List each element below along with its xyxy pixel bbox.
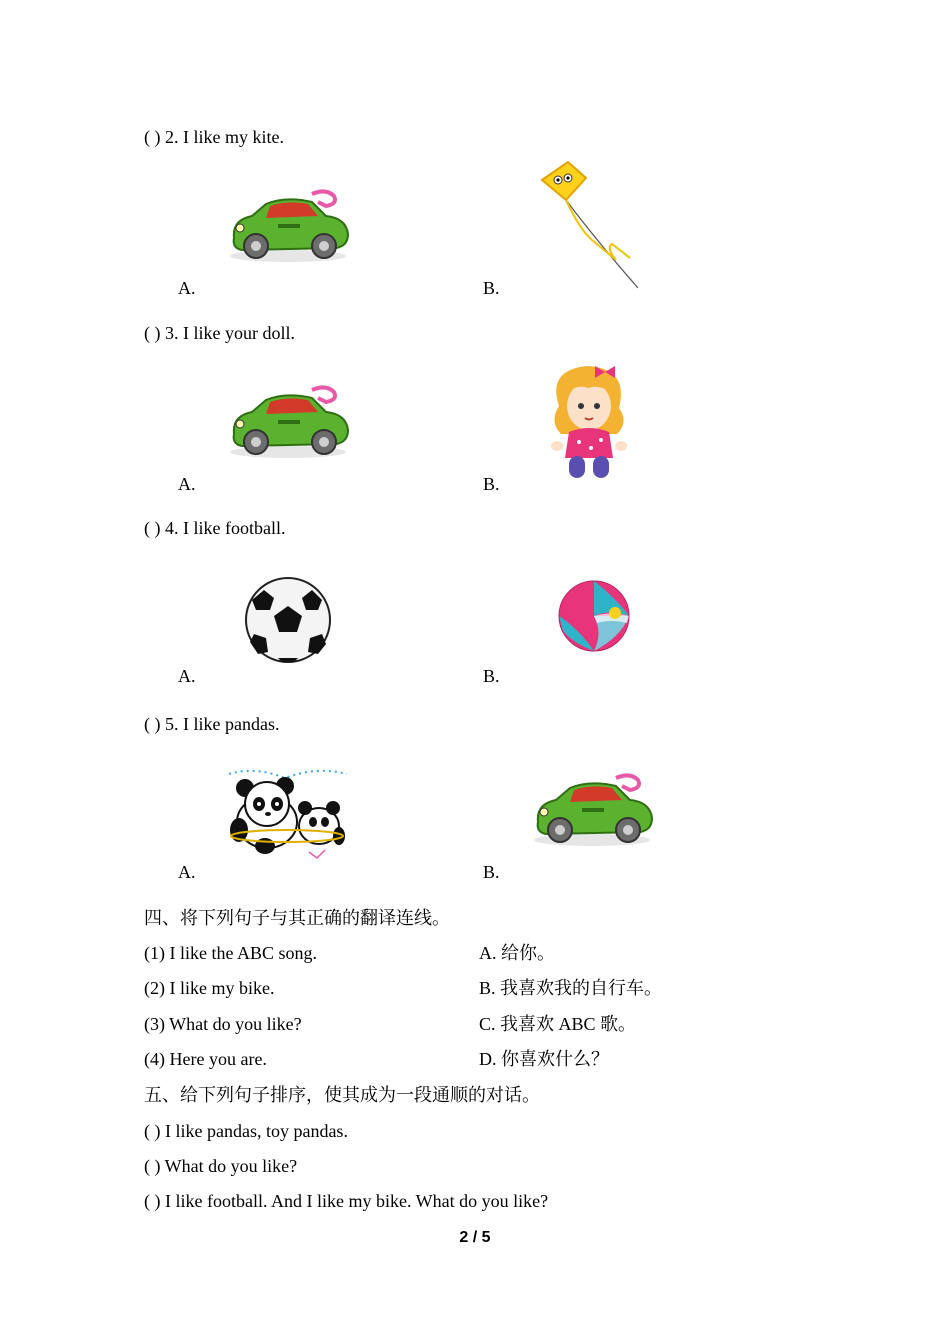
section-5-line-2: ( ) What do you like?	[144, 1156, 298, 1176]
question-4-option-b-label: B.	[483, 666, 500, 686]
question-2-option-b-label: B.	[483, 278, 500, 298]
toy-car-picture	[226, 384, 354, 462]
section-4-sentence-3: (3) What do you like?	[144, 1014, 302, 1034]
toy-car-picture	[226, 188, 354, 266]
section-4-translation-b: B. 我喜欢我的自行车。	[479, 978, 663, 998]
question-5-text: ( ) 5. I like pandas.	[144, 714, 280, 734]
football-picture	[244, 576, 332, 664]
question-4-option-a-label: A.	[178, 666, 196, 686]
section-5-line-3: ( ) I like football. And I like my bike. What do you like?	[144, 1191, 549, 1211]
question-5-option-a-label: A.	[178, 862, 196, 882]
page-number: 2 / 5	[459, 1229, 491, 1246]
section-4-sentence-4: (4) Here you are.	[144, 1049, 267, 1069]
section-4-sentence-2: (2) I like my bike.	[144, 978, 275, 998]
section-4-translation-d: D. 你喜欢什么？	[479, 1049, 609, 1069]
section-4-translation-c: C. 我喜欢 ABC 歌。	[479, 1014, 637, 1034]
section-4-title: 四、将下列句子与其正确的翻译连线。	[144, 908, 450, 928]
question-2-option-a-label: A.	[178, 278, 196, 298]
question-3-option-a-label: A.	[178, 474, 196, 494]
question-5-option-b-label: B.	[483, 862, 500, 882]
doll-picture	[547, 362, 631, 482]
question-4-text: ( ) 4. I like football.	[144, 518, 286, 538]
beach-ball-picture	[557, 579, 631, 653]
question-3-text: ( ) 3. I like your doll.	[144, 323, 295, 343]
question-2-text: ( ) 2. I like my kite.	[144, 127, 284, 147]
toy-car-picture	[530, 772, 658, 850]
pandas-picture	[225, 764, 349, 862]
question-3-option-b-label: B.	[483, 474, 500, 494]
section-5-line-1: ( ) I like pandas, toy pandas.	[144, 1121, 348, 1141]
section-5-title: 五、给下列句子排序，使其成为一段通顺的对话。	[144, 1085, 540, 1105]
kite-picture	[536, 160, 646, 292]
section-4-sentence-1: (1) I like the ABC song.	[144, 943, 317, 963]
section-4-translation-a: A. 给你。	[479, 943, 555, 963]
